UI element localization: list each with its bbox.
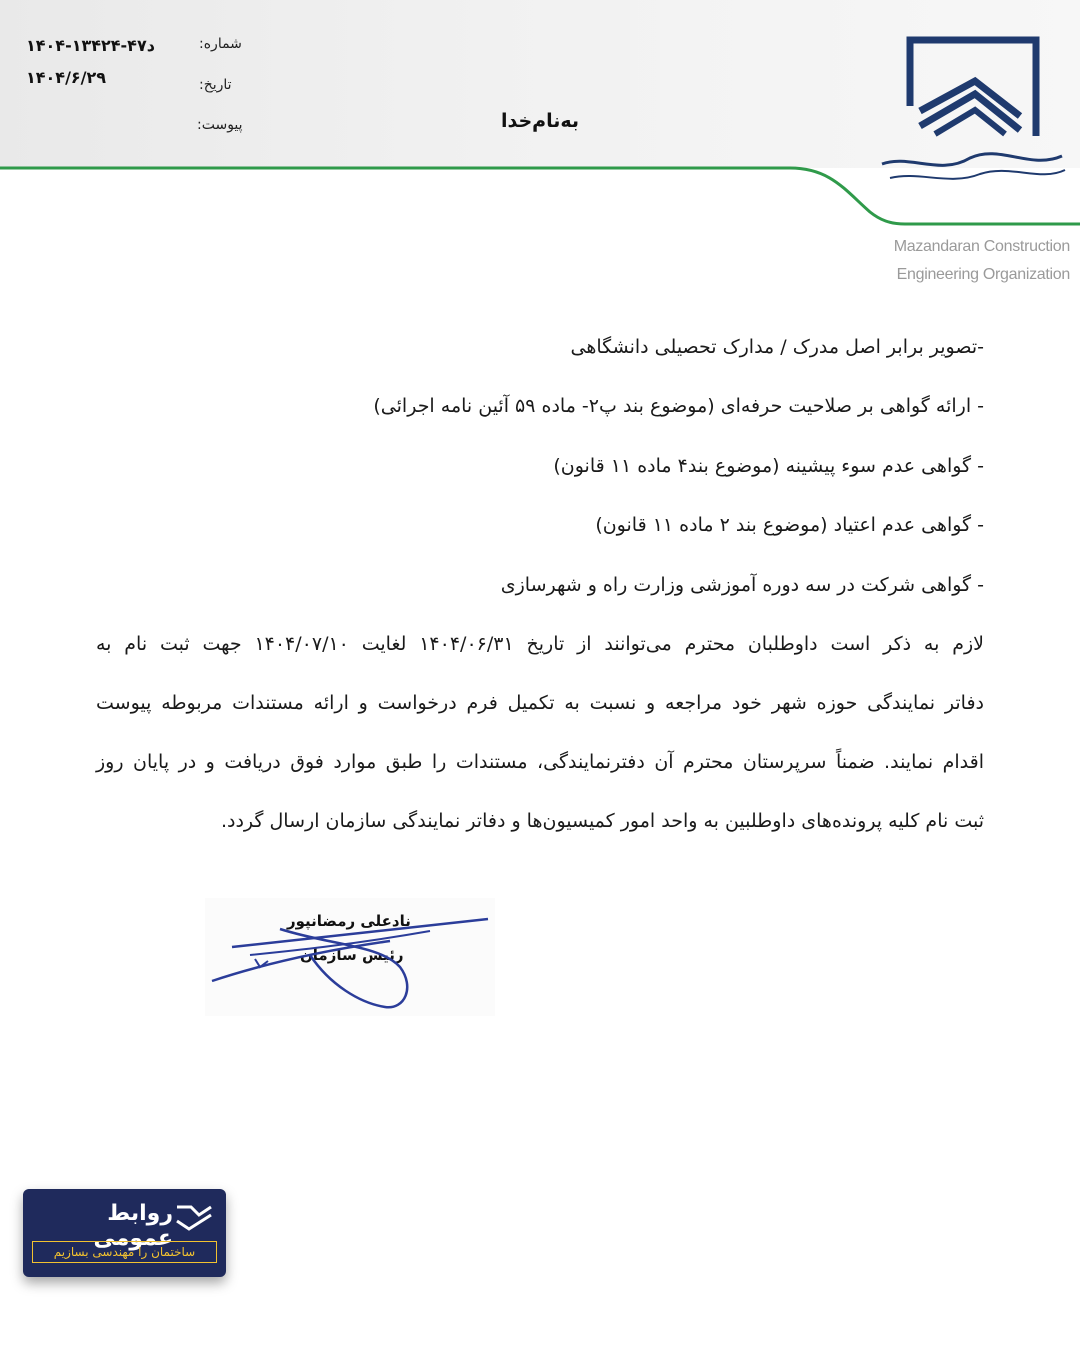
announcement-paragraph (96, 615, 984, 851)
letter-number-value: ۱۴۰۴-د۴۷-۱۳۴۲۴ (26, 36, 155, 55)
public-relations-badge (23, 1189, 226, 1277)
letter-date-value: ۱۴۰۴/۶/۲۹ (26, 68, 107, 87)
paragraph-line: ثبت نام کلیه پرونده‌های داوطلبین به واحد امور کمیسیون‌ها و دفاتر نمایندگی سازمان ارسال گردد. (220, 810, 984, 832)
paragraph-line: لازم به ذکر است داوطلبان محترم می‌توانند از تاریخ ۱۴۰۴/۰۶/۳۱ لغایت ۱۴۰۴/۰۷/۱۰ جهت ثبت نام به (96, 633, 985, 655)
org-en-line-2: Engineering Organization (896, 266, 1070, 283)
requirement-item: - ارائه گواهی بر صلاحیت حرفه‌ای (موضوع بند پ۲- ماده ۵۹ آئین نامه اجرائی) (373, 395, 984, 417)
letter-attachment-label: پیوست: (197, 117, 243, 133)
letter-number-label: شماره: (199, 36, 242, 52)
requirement-item: - گواهی عدم سوء پیشینه (موضوع بند۴ ماده ۱۱ قانون) (553, 455, 984, 477)
handwritten-signature-icon (200, 895, 500, 1015)
badge-title: روابط عمومی (93, 1201, 173, 1251)
letter-date-label: تاریخ: (199, 77, 232, 93)
requirement-item: - گواهی شرکت در سه دوره آموزشی وزارت راه و شهرسازی (500, 574, 984, 596)
badge-slogan: ساختمان را مهندسی بسازیم (32, 1241, 217, 1263)
paragraph-line: دفاتر نمایندگی حوزه شهر خود مراجعه و نسبت به تکمیل فرم درخواست و ارائه مستندات مربوطه پیوست (96, 692, 984, 714)
paragraph-line: اقدام نمایند. ضمناً سرپرستان محترم آن دفترنمایندگی، مستندات را طبق موارد فوق دریافت و در پایان روز (96, 751, 984, 773)
organization-name-en (894, 233, 1070, 289)
requirement-item: -تصویر برابر اصل مدرک / مدارک تحصیلی دانشگاهی (570, 336, 984, 358)
org-en-line-1: Mazandaran Construction (893, 238, 1070, 255)
signatory-name: نادعلی رمضانپور (287, 912, 411, 930)
basmala-heading: به‌نام‌خدا (500, 110, 580, 132)
handshake-icon (173, 1201, 215, 1231)
organization-logo-icon (880, 36, 1070, 196)
requirement-item: - گواهی عدم اعتیاد (موضوع بند ۲ ماده ۱۱ قانون) (595, 514, 984, 536)
signatory-title: رئیس سازمان (300, 946, 404, 964)
